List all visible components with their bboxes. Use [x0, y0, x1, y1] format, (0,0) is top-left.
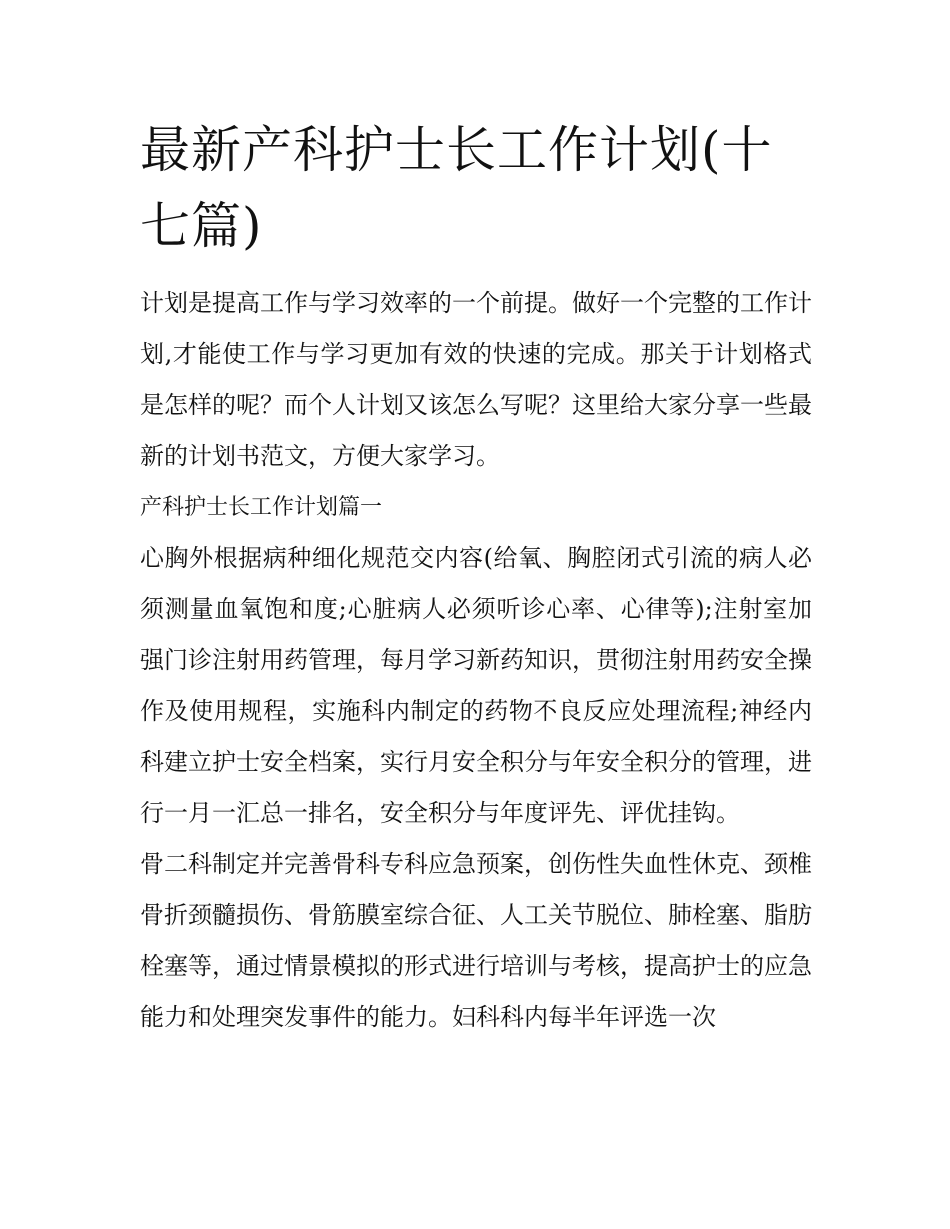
body-paragraph-1: 心胸外根据病种细化规范交内容(给氧、胸腔闭式引流的病人必须测量血氧饱和度;心脏病人必须听诊心率、心律等);注射室加强门诊注射用药管理，每月学习新药知识，贯彻注射用药安全操作及使用规程，实施科内制定的药物不良反应处理流程;神经内科建立护士安全档案，实行月安全积分与年安全积分的管理，进行一月一汇总一排名，安全积分与年度评先、评优挂钩。: [140, 544, 812, 827]
body-paragraph-2: 骨二科制定并完善骨科专科应急预案，创伤性失血性休克、颈椎骨折颈髓损伤、骨筋膜室综合征、人工关节脱位、肺栓塞、脂肪栓塞等，通过情景模拟的形式进行培训与考核，提高护士的应急能力和处理突发事件的能力。妇科科内每半年评选一次: [140, 850, 812, 1031]
document-title: 最新产科护士长工作计划(十七篇): [140, 121, 773, 255]
document-body: [140, 278, 812, 1043]
section-heading: 产科护士长工作计划篇一: [140, 495, 383, 520]
intro-paragraph: 计划是提高工作与学习效率的一个前提。做好一个完整的工作计划,才能使工作与学习更加有效的快速的完成。那关于计划格式是怎样的呢？而个人计划又该怎么写呢？这里给大家分享一些最新的计划书范文，方便大家学习。: [140, 289, 812, 470]
